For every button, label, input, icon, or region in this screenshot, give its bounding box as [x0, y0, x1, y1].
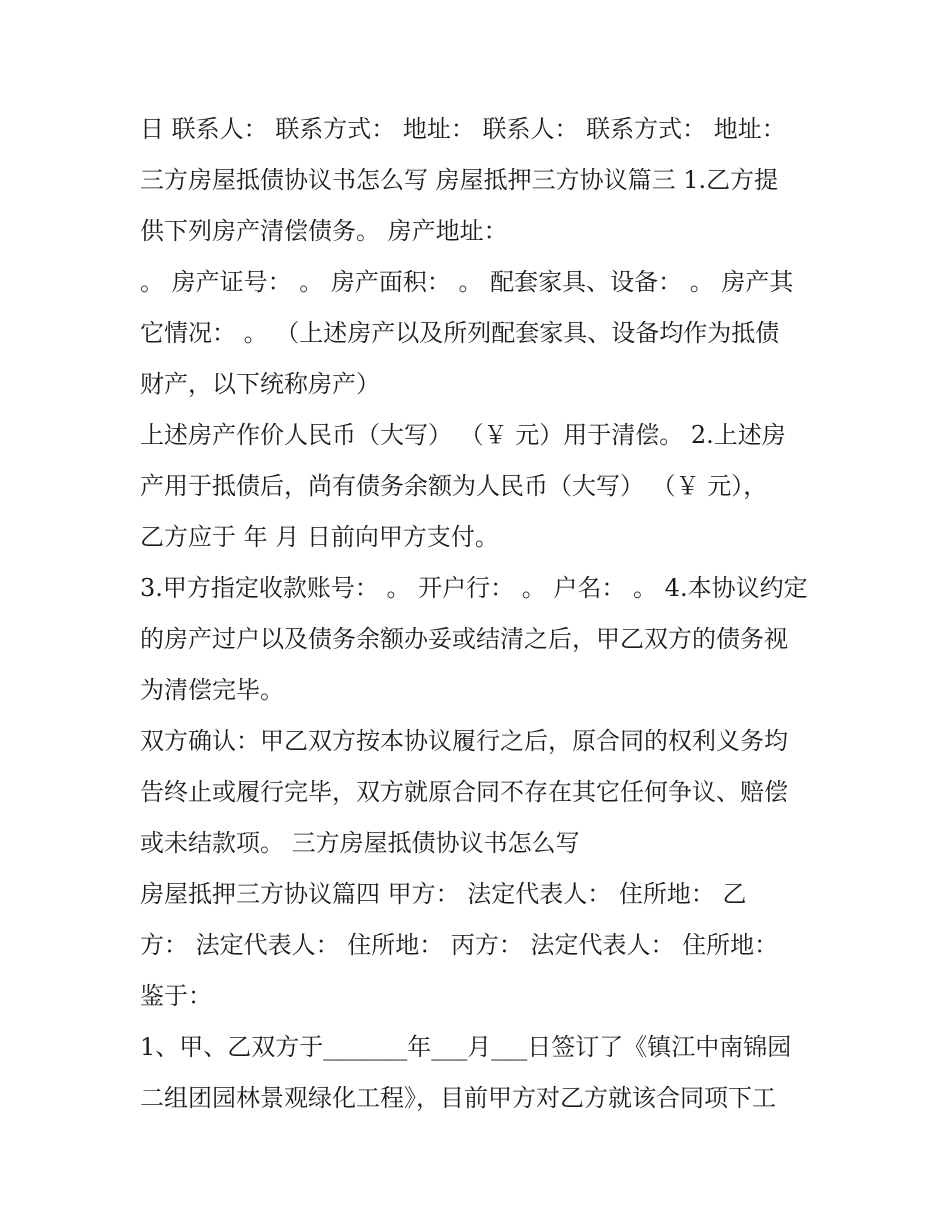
- text-line: 告终止或履行完毕，双方就原合同不存在其它任何争议、赔偿: [140, 778, 788, 806]
- text-line: 上述房产作价人民币（大写） （￥ 元）用于清偿。 2.上述房: [140, 421, 786, 449]
- text-line: 3.甲方指定收款账号： 。 开户行： 。 户名： 。 4.本协议约定: [140, 574, 808, 602]
- text-line: 它情况： 。 （上述房产以及所列配套家具、设备均作为抵债: [140, 319, 780, 347]
- text-line: 三方房屋抵债协议书怎么写 房屋抵押三方协议篇三 1.乙方提: [140, 166, 779, 194]
- text-line: 财产，以下统称房产）: [140, 370, 380, 398]
- text-line: 供下列房产清偿债务。 房产地址：: [140, 217, 508, 245]
- text-line: 乙方应于 年 月 日前向甲方支付。: [140, 523, 499, 551]
- document-body: [140, 104, 820, 1124]
- text-line: 方： 法定代表人： 住所地： 丙方： 法定代表人： 住所地：: [140, 931, 779, 959]
- text-line: 二组团园林景观绿化工程》，目前甲方对乙方就该合同项下工: [140, 1084, 776, 1112]
- text-line: 的房产过户以及债务余额办妥或结清之后，甲乙双方的债务视: [140, 625, 788, 653]
- text-line: 1、甲、乙双方于_______年___月___日签订了《镇江中南锦园: [140, 1033, 792, 1061]
- text-line: 房屋抵押三方协议篇四 甲方： 法定代表人： 住所地： 乙: [140, 880, 747, 908]
- text-line: 或未结款项。 三方房屋抵债协议书怎么写: [140, 829, 580, 857]
- text-line: 产用于抵债后，尚有债务余额为人民币（大写） （￥ 元），: [140, 472, 768, 500]
- text-line: 为清偿完毕。: [140, 676, 284, 704]
- text-line: 。 房产证号： 。 房产面积： 。 配套家具、设备： 。 房产其: [140, 268, 794, 296]
- text-line: 鉴于：: [140, 982, 212, 1010]
- text-line: 双方确认：甲乙双方按本协议履行之后，原合同的权利义务均: [140, 727, 788, 755]
- text-line: 日 联系人： 联系方式： 地址： 联系人： 联系方式： 地址：: [140, 115, 786, 143]
